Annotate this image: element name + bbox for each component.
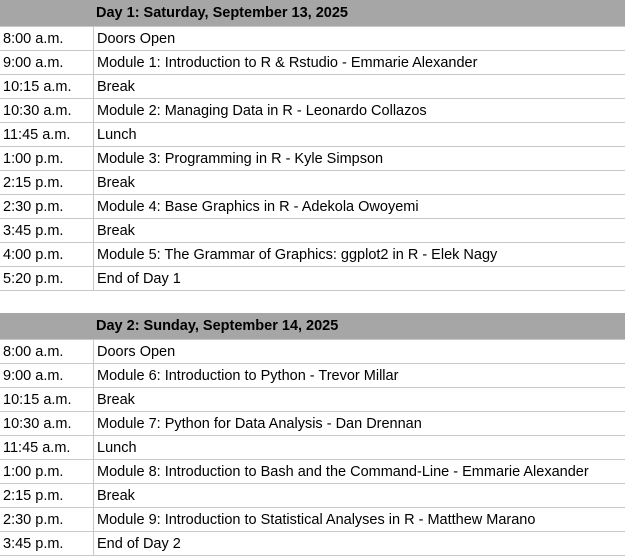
time-cell: 2:30 p.m. bbox=[0, 508, 94, 531]
schedule-row bbox=[0, 412, 625, 436]
event-cell: Module 4: Base Graphics in R - Adekola Owoyemi bbox=[97, 198, 419, 215]
time-cell: 2:15 p.m. bbox=[0, 484, 94, 507]
time-cell: 9:00 a.m. bbox=[0, 364, 94, 387]
event-cell: Module 5: The Grammar of Graphics: ggplot2 in R - Elek Nagy bbox=[97, 246, 498, 263]
event-cell: Lunch bbox=[97, 439, 137, 456]
time-cell: 4:00 p.m. bbox=[0, 243, 94, 266]
schedule-row bbox=[0, 267, 625, 291]
section-gap bbox=[0, 291, 625, 313]
time-cell: 9:00 a.m. bbox=[0, 51, 94, 74]
event-cell: End of Day 1 bbox=[97, 270, 181, 287]
event-cell: End of Day 2 bbox=[97, 535, 181, 552]
schedule-row bbox=[0, 51, 625, 75]
day-2-header bbox=[0, 313, 625, 340]
event-cell: Break bbox=[97, 78, 135, 95]
event-cell: Module 2: Managing Data in R - Leonardo Collazos bbox=[97, 102, 427, 119]
time-cell: 8:00 a.m. bbox=[0, 27, 94, 50]
event-cell: Doors Open bbox=[97, 343, 176, 360]
time-cell: 1:00 p.m. bbox=[0, 460, 94, 483]
schedule-row bbox=[0, 75, 625, 99]
header-spacer bbox=[0, 0, 93, 26]
schedule-row bbox=[0, 243, 625, 267]
schedule-row bbox=[0, 388, 625, 412]
time-cell: 10:30 a.m. bbox=[0, 99, 94, 122]
schedule-row bbox=[0, 340, 625, 364]
event-cell: Lunch bbox=[97, 126, 137, 143]
time-cell: 11:45 a.m. bbox=[0, 436, 94, 459]
event-cell: Break bbox=[97, 487, 135, 504]
event-cell: Module 3: Programming in R - Kyle Simpson bbox=[97, 150, 384, 167]
schedule-row bbox=[0, 508, 625, 532]
time-cell: 10:15 a.m. bbox=[0, 75, 94, 98]
schedule-row bbox=[0, 460, 625, 484]
event-cell: Break bbox=[97, 174, 135, 191]
time-cell: 10:30 a.m. bbox=[0, 412, 94, 435]
schedule-row bbox=[0, 99, 625, 123]
time-cell: 2:15 p.m. bbox=[0, 171, 94, 194]
time-cell: 3:45 p.m. bbox=[0, 532, 94, 555]
event-cell: Module 6: Introduction to Python - Trevor Millar bbox=[97, 367, 399, 384]
event-cell: Doors Open bbox=[97, 30, 176, 47]
time-cell: 5:20 p.m. bbox=[0, 267, 94, 290]
schedule-row bbox=[0, 171, 625, 195]
schedule-row bbox=[0, 147, 625, 171]
day-2-schedule bbox=[0, 313, 625, 556]
time-cell: 3:45 p.m. bbox=[0, 219, 94, 242]
schedule-row bbox=[0, 436, 625, 460]
schedule-row bbox=[0, 484, 625, 508]
schedule-row bbox=[0, 532, 625, 556]
event-cell: Module 7: Python for Data Analysis - Dan Drennan bbox=[97, 415, 422, 432]
day-2-title: Day 2: Sunday, September 14, 2025 bbox=[96, 318, 339, 334]
time-cell: 1:00 p.m. bbox=[0, 147, 94, 170]
schedule-row bbox=[0, 195, 625, 219]
event-cell: Break bbox=[97, 391, 135, 408]
schedule-row bbox=[0, 27, 625, 51]
time-cell: 10:15 a.m. bbox=[0, 388, 94, 411]
day-1-header bbox=[0, 0, 625, 27]
event-cell: Module 8: Introduction to Bash and the Command-Line - Emmarie Alexander bbox=[97, 463, 589, 480]
header-spacer bbox=[0, 313, 93, 339]
event-cell: Module 9: Introduction to Statistical Analyses in R - Matthew Marano bbox=[97, 511, 536, 528]
schedule-row bbox=[0, 219, 625, 243]
time-cell: 2:30 p.m. bbox=[0, 195, 94, 218]
schedule-row bbox=[0, 123, 625, 147]
time-cell: 11:45 a.m. bbox=[0, 123, 94, 146]
schedule-row bbox=[0, 364, 625, 388]
event-cell: Module 1: Introduction to R & Rstudio - Emmarie Alexander bbox=[97, 54, 478, 71]
day-1-title: Day 1: Saturday, September 13, 2025 bbox=[96, 5, 348, 21]
time-cell: 8:00 a.m. bbox=[0, 340, 94, 363]
event-cell: Break bbox=[97, 222, 135, 239]
